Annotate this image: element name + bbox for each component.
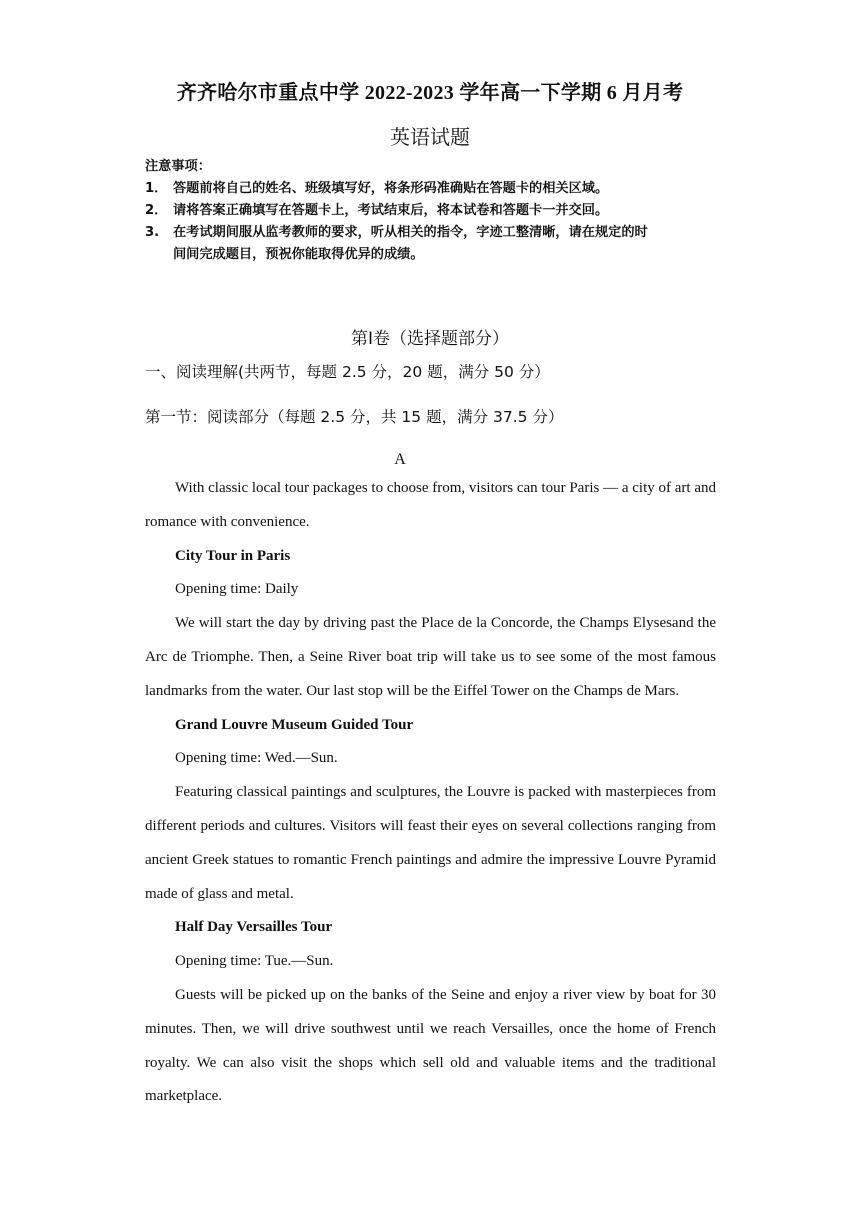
notice-item	[145, 222, 725, 244]
tour-description: Guests will be picked up on the banks of the Seine and enjoy a river view by boat for 30 minutes. Then, we will drive southwest until we reach Versailles, once the home of French royalty. We can also visit the shops which sell old and valuable items and the traditional marketplace.	[145, 986, 716, 1105]
tour-name: City Tour in Paris	[175, 547, 291, 564]
notice-item-text: 在考试期间服从监考教师的要求，听从相关的指令，字迹工整清晰，请在规定的时	[173, 225, 648, 240]
tour-name: Grand Louvre Museum Guided Tour	[175, 716, 414, 733]
volume-title: 第Ⅰ卷（选择题部分）	[350, 329, 509, 349]
notice-label: 注意事项：	[145, 159, 211, 174]
passage-intro: With classic local tour packages to choose from, visitors can tour Paris — a city of art and romance with convenience.	[145, 480, 716, 530]
tour-opening-time: Opening time: Tue.—Sun.	[175, 953, 334, 970]
notice-item-text: 答题前将自己的姓名、班级填写好，将条形码准确贴在答题卡的相关区域。	[173, 181, 609, 196]
notice-item-continuation: 间间完成题目，预祝你能取得优异的成绩。	[173, 247, 424, 262]
notice-item-number: 1．	[145, 181, 168, 196]
notice-item-text: 请将答案正确填写在答题卡上，考试结束后，将本试卷和答题卡一并交回。	[173, 203, 609, 218]
tour-description: Featuring classical paintings and sculptures, the Louvre is packed with masterpieces from different periods and cultures. Visitors will feast their eyes on several collections ranging from ancient Greek statues to romantic French paintings and admire the impressive Louvre Pyramid made of glass and metal.	[145, 784, 716, 902]
notice-block	[145, 156, 725, 266]
exam-title: 齐齐哈尔市重点中学 2022-2023 学年高一下学期 6 月月考	[176, 82, 684, 104]
exam-subtitle: 英语试题	[390, 127, 470, 149]
notice-item-number: 3.	[145, 225, 160, 240]
part-one-heading: 一、阅读理解(共两节，每题 2.5 分，20 题，满分 50 分）	[145, 363, 550, 381]
tour-opening-time: Opening time: Wed.—Sun.	[175, 750, 338, 767]
tour-opening-time: Opening time: Daily	[175, 581, 299, 598]
notice-item	[145, 178, 725, 200]
section-one-heading: 第一节：阅读部分（每题 2.5 分，共 15 题，满分 37.5 分）	[145, 408, 564, 426]
passage-body	[145, 472, 716, 1114]
notice-item	[145, 200, 725, 222]
tour-description: We will start the day by driving past the Place de la Concorde, the Champs Elysesand the Arc de Triomphe. Then, a Seine River boat trip will take us to see some of the most famous landmarks from the water. Our last stop will be the Eiffel Tower on the Champs de Mars.	[145, 615, 716, 699]
notice-item-number: 2．	[145, 203, 168, 218]
tour-name: Half Day Versailles Tour	[175, 919, 333, 936]
passage-letter: A	[394, 451, 406, 468]
